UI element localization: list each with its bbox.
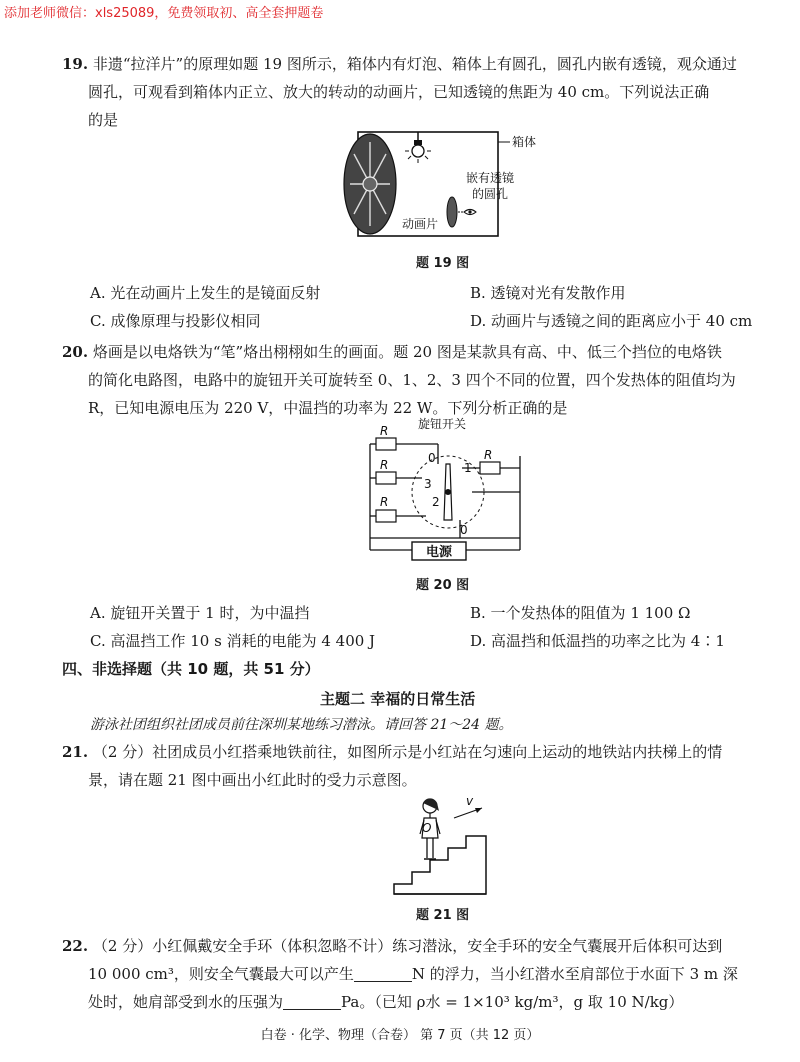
label-r-2: R xyxy=(380,458,389,472)
label-r-4: R xyxy=(484,448,493,462)
question-19-option-d: D. 动画片与透镜之间的距离应小于 40 cm xyxy=(470,312,753,330)
question-22-number: 22. xyxy=(62,937,89,955)
page-footer: 白卷 · 化学、物理（合卷） 第 7 页（共 12 页） xyxy=(260,1028,540,1043)
label-pos-0: 0 xyxy=(428,451,436,465)
label-film: 动画片 xyxy=(402,217,439,231)
label-r-1: R xyxy=(380,424,389,438)
escalator-steps xyxy=(394,836,486,894)
velocity-arrow xyxy=(454,808,482,818)
question-19-number: 19. xyxy=(62,55,89,73)
figure-21-caption: 题 21 图 xyxy=(416,908,470,923)
label-r-3: R xyxy=(380,495,389,509)
label-pos-3: 3 xyxy=(424,477,432,491)
label-lens-2: 的圆孔 xyxy=(472,187,509,201)
label-center-o: O xyxy=(422,821,432,835)
question-21-number: 21. xyxy=(62,743,89,761)
question-22-stem xyxy=(62,932,782,1016)
label-velocity: v xyxy=(466,794,474,808)
theme-heading: 主题二 幸福的日常生活 xyxy=(320,690,476,708)
question-19-option-a: A. 光在动画片上发生的是镜面反射 xyxy=(90,284,321,302)
label-box: 箱体 xyxy=(512,135,537,149)
question-19-line1: 非遗“拉洋片”的原理如题 19 图所示，箱体内有灯泡、箱体上有圆孔，圆孔内嵌有透镜，观众通过 xyxy=(92,55,737,73)
question-19-stem xyxy=(62,50,782,134)
question-21-stem xyxy=(62,738,782,794)
question-19-option-c: C. 成像原理与投影仪相同 xyxy=(90,312,261,330)
label-lens-1: 嵌有透镜 xyxy=(466,171,515,185)
question-22-line3b: Pa。（已知 ρ水 = 1×10³ kg/m³，g 取 10 N/kg） xyxy=(341,993,684,1011)
question-20-option-c: C. 高温挡工作 10 s 消耗的电能为 4 400 J xyxy=(90,632,376,650)
question-20-option-a: A. 旋钮开关置于 1 时，为中温挡 xyxy=(90,604,310,622)
question-22-line3a: 处时，她肩部受到水的压强为 xyxy=(88,993,284,1011)
question-20-option-b: B. 一个发热体的阻值为 1 100 Ω xyxy=(470,604,691,622)
eye-icon xyxy=(458,210,476,215)
question-19-option-b: B. 透镜对光有发散作用 xyxy=(470,284,626,302)
figure-20-circuit xyxy=(360,416,530,570)
question-21-line2: 景，请在题 21 图中画出小红此时的受力示意图。 xyxy=(88,771,417,789)
question-20-line2: 的简化电路图，电路中的旋钮开关可旋转至 0、1、2、3 四个不同的位置，四个发热体的阻值均为 xyxy=(88,371,736,389)
question-21-line1: （2 分）社团成员小红搭乘地铁前往，如图所示是小红站在匀速向上运动的地铁站内扶梯上的情 xyxy=(92,743,723,761)
watermark-banner: 添加老师微信：xls25089，免费领取初、高全套押题卷 xyxy=(4,6,324,21)
answer-blank-buoyancy[interactable] xyxy=(354,965,412,982)
label-pos-1: 1 xyxy=(464,461,472,475)
figure-19-diagram xyxy=(330,128,570,246)
figure-21-escalator xyxy=(390,792,510,898)
answer-blank-pressure[interactable] xyxy=(283,993,341,1010)
section-heading: 四、非选择题（共 10 题，共 51 分） xyxy=(62,660,320,678)
label-switch: 旋钮开关 xyxy=(418,417,467,431)
question-22-line1: （2 分）小红佩戴安全手环（体积忽略不计）练习潜泳，安全手环的安全气囊展开后体积可达到 xyxy=(92,937,723,955)
question-20-number: 20. xyxy=(62,343,89,361)
label-pos-2: 2 xyxy=(432,495,440,509)
label-pos-0b: 0 xyxy=(460,523,468,537)
lens-hole xyxy=(447,197,457,227)
label-source: 电源 xyxy=(426,545,453,560)
question-20-line1: 烙画是以电烙铁为“笔”烙出栩栩如生的画面。题 20 图是某款具有高、中、低三个挡位的电烙铁 xyxy=(92,343,722,361)
question-22-line2a: 10 000 cm³，则安全气囊最大可以产生 xyxy=(88,965,354,983)
question-19-line2: 圆孔，可观看到箱体内正立、放大的转动的动画片，已知透镜的焦距为 40 cm。下列说法正确 xyxy=(88,83,710,101)
question-20-stem xyxy=(62,338,782,422)
question-20-option-d: D. 高温挡和低温挡的功率之比为 4∶1 xyxy=(470,632,725,650)
figure-20-caption: 题 20 图 xyxy=(416,578,470,593)
theme-intro: 游泳社团组织社团成员前往深圳某地练习潜泳。请回答 21～24 题。 xyxy=(90,717,513,733)
bulb-icon xyxy=(405,132,431,163)
figure-19-caption: 题 19 图 xyxy=(416,256,470,271)
question-19-line3: 的是 xyxy=(88,111,119,129)
question-22-line2b: N 的浮力，当小红潜水至肩部位于水面下 3 m 深 xyxy=(411,965,738,983)
question-20-line3: R，已知电源电压为 220 V，中温挡的功率为 22 W。下列分析正确的是 xyxy=(88,399,568,417)
